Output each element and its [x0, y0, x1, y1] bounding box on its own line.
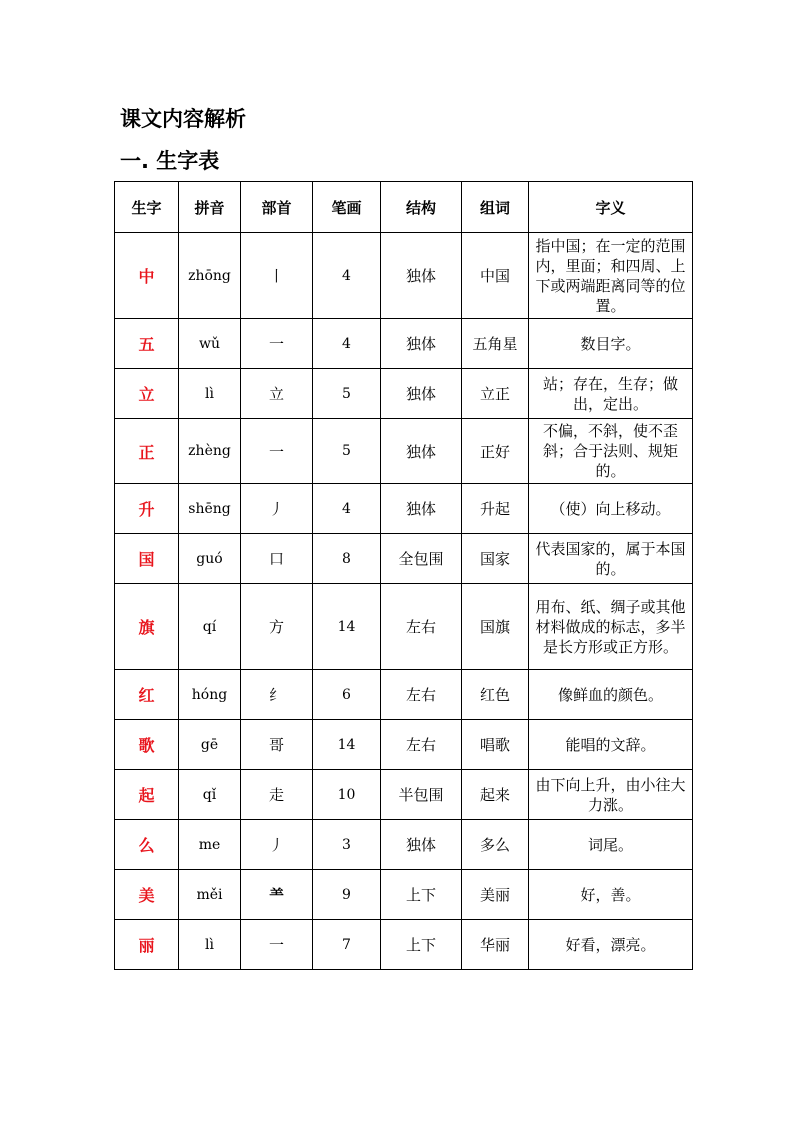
- char-cell: 么: [115, 820, 179, 870]
- radical-cell: 一: [241, 319, 313, 369]
- meaning-cell: 好看，漂亮。: [529, 920, 693, 970]
- strokes-cell: 9: [313, 870, 381, 920]
- word-cell: 华丽: [462, 920, 529, 970]
- word-cell: 正好: [462, 419, 529, 484]
- table-row: [115, 484, 693, 534]
- header-meaning: 字义: [529, 182, 693, 233]
- table-header-row: [115, 182, 693, 233]
- table-body: [115, 233, 693, 970]
- radical-cell: 纟: [241, 670, 313, 720]
- table-row: [115, 534, 693, 584]
- structure-cell: 左右: [381, 720, 462, 770]
- pinyin-cell: me: [179, 820, 241, 870]
- table-row: [115, 369, 693, 419]
- character-table: [114, 181, 693, 970]
- pinyin-cell: lì: [179, 920, 241, 970]
- radical-cell: 走: [241, 770, 313, 820]
- char-cell: 旗: [115, 584, 179, 670]
- word-cell: 红色: [462, 670, 529, 720]
- radical-cell: 方: [241, 584, 313, 670]
- strokes-cell: 4: [313, 319, 381, 369]
- strokes-cell: 8: [313, 534, 381, 584]
- char-cell: 丽: [115, 920, 179, 970]
- table-row: [115, 670, 693, 720]
- meaning-cell: （使）向上移动。: [529, 484, 693, 534]
- table-row: [115, 870, 693, 920]
- pinyin-cell: shēng: [179, 484, 241, 534]
- radical-cell: 口: [241, 534, 313, 584]
- pinyin-cell: guó: [179, 534, 241, 584]
- char-cell: 美: [115, 870, 179, 920]
- structure-cell: 上下: [381, 870, 462, 920]
- structure-cell: 全包围: [381, 534, 462, 584]
- strokes-cell: 7: [313, 920, 381, 970]
- word-cell: 美丽: [462, 870, 529, 920]
- meaning-cell: 指中国；在一定的范围内，里面；和四周、上下或两端距离同等的位置。: [529, 233, 693, 319]
- table-row: [115, 920, 693, 970]
- table-row: [115, 584, 693, 670]
- header-char: 生字: [115, 182, 179, 233]
- structure-cell: 独体: [381, 233, 462, 319]
- meaning-cell: 站；存在，生存；做出，定出。: [529, 369, 693, 419]
- pinyin-cell: qǐ: [179, 770, 241, 820]
- word-cell: 国旗: [462, 584, 529, 670]
- structure-cell: 独体: [381, 820, 462, 870]
- document-title: 课文内容解析: [120, 107, 246, 131]
- strokes-cell: 14: [313, 584, 381, 670]
- pinyin-cell: gē: [179, 720, 241, 770]
- strokes-cell: 14: [313, 720, 381, 770]
- structure-cell: 独体: [381, 319, 462, 369]
- structure-cell: 半包围: [381, 770, 462, 820]
- char-cell: 立: [115, 369, 179, 419]
- word-cell: 唱歌: [462, 720, 529, 770]
- pinyin-cell: hóng: [179, 670, 241, 720]
- word-cell: 升起: [462, 484, 529, 534]
- pinyin-cell: zhèng: [179, 419, 241, 484]
- meaning-cell: 代表国家的，属于本国的。: [529, 534, 693, 584]
- char-cell: 国: [115, 534, 179, 584]
- meaning-cell: 词尾。: [529, 820, 693, 870]
- radical-cell: 丨: [241, 233, 313, 319]
- char-cell: 中: [115, 233, 179, 319]
- radical-cell: 立: [241, 369, 313, 419]
- radical-cell: 一: [241, 920, 313, 970]
- meaning-cell: 不偏，不斜，使不歪斜；合于法则、规矩的。: [529, 419, 693, 484]
- word-cell: 多么: [462, 820, 529, 870]
- word-cell: 中国: [462, 233, 529, 319]
- radical-cell: ⺷: [241, 870, 313, 920]
- word-cell: 立正: [462, 369, 529, 419]
- strokes-cell: 5: [313, 369, 381, 419]
- strokes-cell: 4: [313, 233, 381, 319]
- table-row: [115, 319, 693, 369]
- table-row: [115, 720, 693, 770]
- section-heading: 一. 生字表: [120, 149, 220, 173]
- structure-cell: 上下: [381, 920, 462, 970]
- char-cell: 五: [115, 319, 179, 369]
- strokes-cell: 5: [313, 419, 381, 484]
- strokes-cell: 10: [313, 770, 381, 820]
- char-cell: 升: [115, 484, 179, 534]
- radical-cell: 一: [241, 419, 313, 484]
- header-structure: 结构: [381, 182, 462, 233]
- radical-cell: 哥: [241, 720, 313, 770]
- structure-cell: 左右: [381, 584, 462, 670]
- pinyin-cell: wǔ: [179, 319, 241, 369]
- header-pinyin: 拼音: [179, 182, 241, 233]
- char-cell: 起: [115, 770, 179, 820]
- strokes-cell: 6: [313, 670, 381, 720]
- table-row: [115, 820, 693, 870]
- meaning-cell: 数目字。: [529, 319, 693, 369]
- header-strokes: 笔画: [313, 182, 381, 233]
- char-cell: 歌: [115, 720, 179, 770]
- meaning-cell: 用布、纸、绸子或其他材料做成的标志，多半是长方形或正方形。: [529, 584, 693, 670]
- structure-cell: 左右: [381, 670, 462, 720]
- radical-cell: 丿: [241, 820, 313, 870]
- radical-cell: 丿: [241, 484, 313, 534]
- table-row: [115, 770, 693, 820]
- pinyin-cell: qí: [179, 584, 241, 670]
- strokes-cell: 3: [313, 820, 381, 870]
- header-word: 组词: [462, 182, 529, 233]
- meaning-cell: 能唱的文辞。: [529, 720, 693, 770]
- pinyin-cell: lì: [179, 369, 241, 419]
- structure-cell: 独体: [381, 484, 462, 534]
- meaning-cell: 由下向上升，由小往大力涨。: [529, 770, 693, 820]
- structure-cell: 独体: [381, 369, 462, 419]
- word-cell: 五角星: [462, 319, 529, 369]
- char-cell: 正: [115, 419, 179, 484]
- word-cell: 国家: [462, 534, 529, 584]
- structure-cell: 独体: [381, 419, 462, 484]
- table-row: [115, 233, 693, 319]
- word-cell: 起来: [462, 770, 529, 820]
- meaning-cell: 好，善。: [529, 870, 693, 920]
- char-cell: 红: [115, 670, 179, 720]
- pinyin-cell: měi: [179, 870, 241, 920]
- strokes-cell: 4: [313, 484, 381, 534]
- meaning-cell: 像鲜血的颜色。: [529, 670, 693, 720]
- table-row: [115, 419, 693, 484]
- pinyin-cell: zhōng: [179, 233, 241, 319]
- header-radical: 部首: [241, 182, 313, 233]
